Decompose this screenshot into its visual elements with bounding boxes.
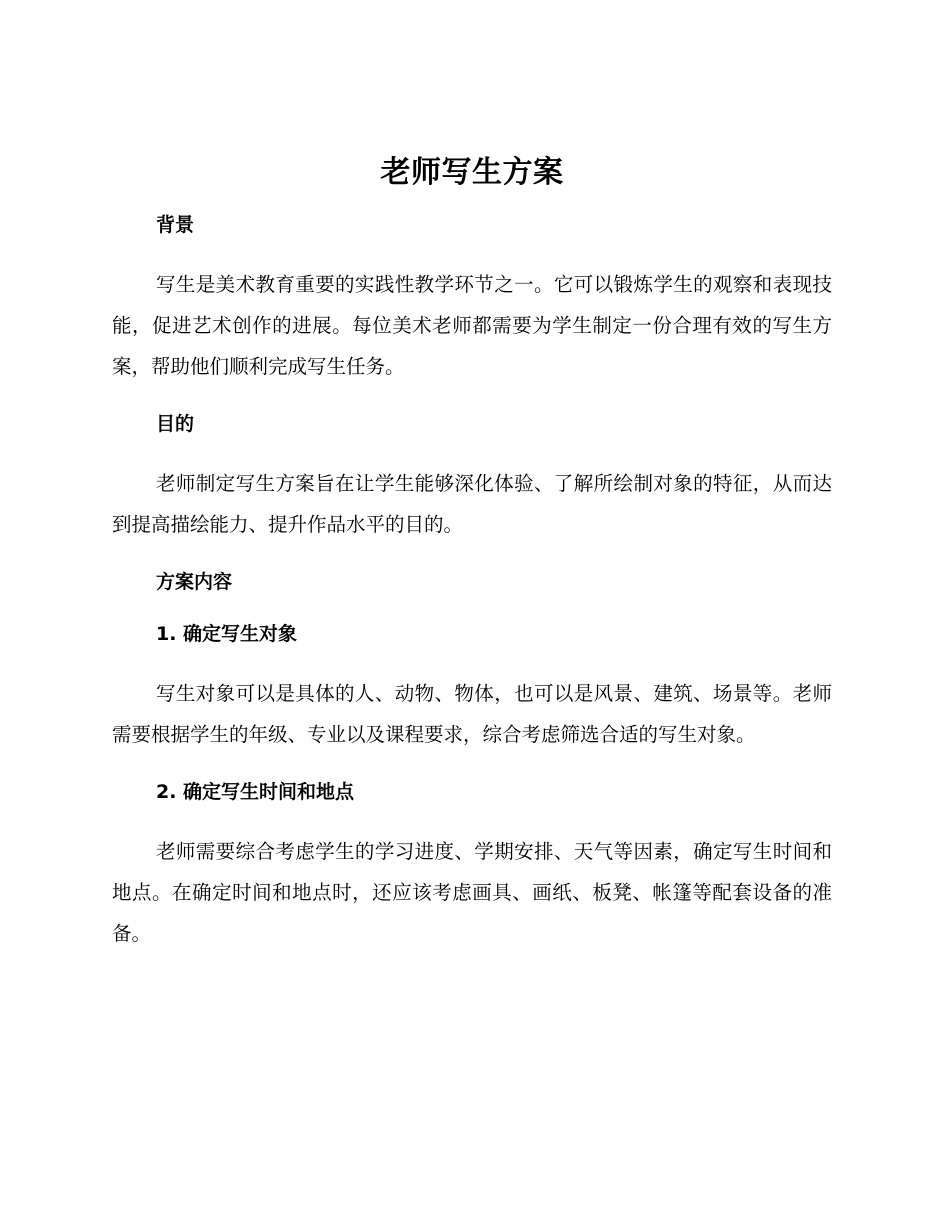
- document-body: [112, 150, 832, 954]
- spacer: [112, 439, 832, 463]
- spacer: [112, 240, 832, 264]
- section-paragraph-background: 写生是美术教育重要的实践性教学环节之一。它可以锻炼学生的观察和表现技能，促进艺术创作的进展。每位美术老师都需要为学生制定一份合理有效的写生方案，帮助他们顺利完成写生任务。: [112, 273, 832, 378]
- section-heading-purpose: 目的: [156, 413, 195, 435]
- spacer: [112, 387, 832, 409]
- spacer: [112, 649, 832, 673]
- spacer: [112, 755, 832, 777]
- section-paragraph-purpose: 老师制定写生方案旨在让学生能够深化体验、了解所绘制对象的特征，从而达到提高描绘能力、提升作品水平的目的。: [112, 472, 832, 536]
- section-heading-background: 背景: [156, 214, 195, 236]
- section-paragraph-subject: 写生对象可以是具体的人、动物、物体，也可以是风景、建筑、场景等。老师需要根据学生的年级、专业以及课程要求，综合考虑筛选合适的写生对象。: [112, 682, 832, 746]
- spacer: [112, 807, 832, 831]
- spacer: [112, 545, 832, 567]
- section-heading-plan-content: 方案内容: [156, 571, 233, 593]
- spacer: [112, 597, 832, 619]
- document-title: 老师写生方案: [380, 155, 564, 190]
- section-heading-subject: 1. 确定写生对象: [156, 623, 298, 645]
- spacer: [112, 200, 832, 210]
- section-paragraph-time-place: 老师需要综合考虑学生的学习进度、学期安排、天气等因素，确定写生时间和地点。在确定时间和地点时，还应该考虑画具、画纸、板凳、帐篷等配套设备的准备。: [112, 840, 832, 945]
- section-heading-time-place: 2. 确定写生时间和地点: [156, 781, 355, 803]
